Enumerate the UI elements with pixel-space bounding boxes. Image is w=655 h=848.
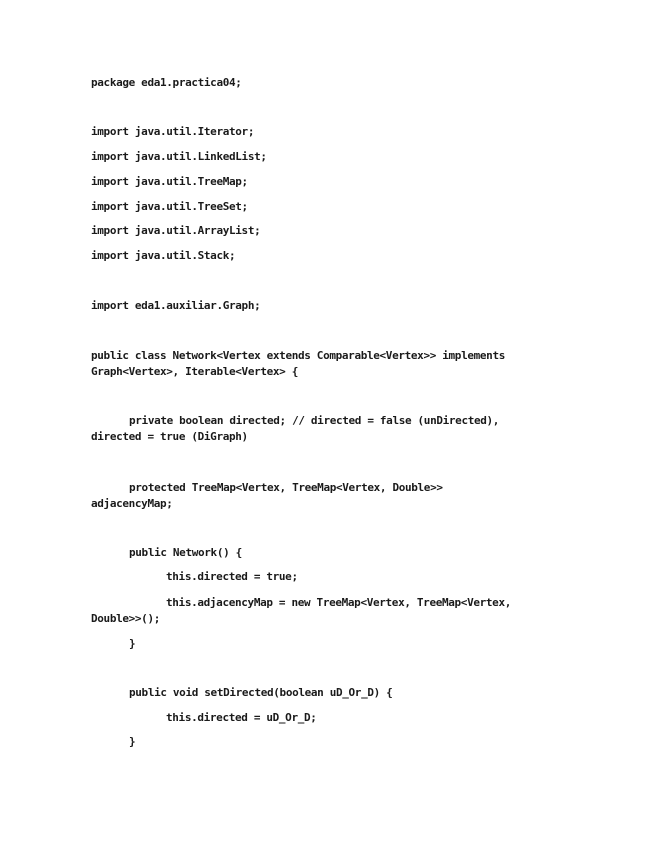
code-line-constructor-adjacency: this.adjacencyMap = new TreeMap<Vertex, TreeMap<Vertex,	[166, 596, 511, 609]
code-line-import-treemap: import java.util.TreeMap;	[91, 175, 248, 188]
code-line-constructor-directed: this.directed = true;	[166, 570, 298, 583]
code-line-import-treeset: import java.util.TreeSet;	[91, 200, 248, 213]
code-line-field-directed-cont: directed = true (DiGraph)	[91, 430, 248, 443]
code-line-import-graph: import eda1.auxiliar.Graph;	[91, 299, 261, 312]
code-line-setdirected-body: this.directed = uD_Or_D;	[166, 711, 317, 724]
code-line-class-declaration-cont: Graph<Vertex>, Iterable<Vertex> {	[91, 365, 298, 378]
code-line-field-adjacency: protected TreeMap<Vertex, TreeMap<Vertex, Double>>	[129, 481, 443, 494]
code-line-import-arraylist: import java.util.ArrayList;	[91, 224, 261, 237]
code-line-import-iterator: import java.util.Iterator;	[91, 125, 255, 138]
code-line-constructor-adjacency-cont: Double>>();	[91, 612, 160, 625]
code-line-constructor: public Network() {	[129, 546, 242, 559]
code-line-class-declaration: public class Network<Vertex extends Comparable<Vertex>> implements	[91, 349, 505, 362]
code-line-field-directed: private boolean directed; // directed = false (unDirected),	[129, 414, 500, 427]
code-line-setdirected: public void setDirected(boolean uD_Or_D) {	[129, 686, 393, 699]
code-line-field-adjacency-cont: adjacencyMap;	[91, 497, 173, 510]
code-line-import-stack: import java.util.Stack;	[91, 249, 236, 262]
code-line-constructor-close: }	[129, 637, 136, 650]
code-line-setdirected-close: }	[129, 735, 136, 748]
code-line-import-linkedlist: import java.util.LinkedList;	[91, 150, 267, 163]
code-line-package: package eda1.practica04;	[91, 76, 242, 89]
